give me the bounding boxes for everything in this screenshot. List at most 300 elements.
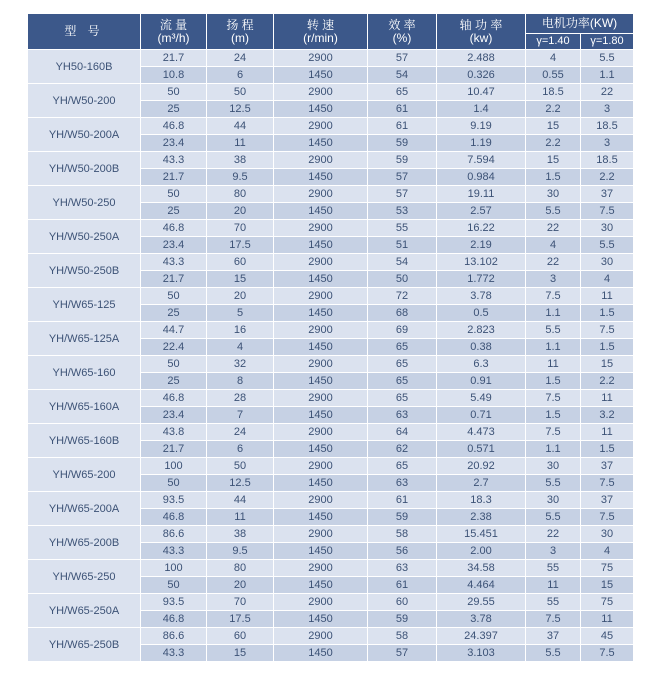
motor-g140-cell: 2.2 bbox=[526, 135, 581, 152]
flow-cell: 86.6 bbox=[141, 628, 207, 645]
efficiency-cell: 51 bbox=[368, 237, 437, 254]
head-cell: 20 bbox=[207, 203, 274, 220]
flow-cell: 50 bbox=[141, 475, 207, 492]
head-cell: 80 bbox=[207, 560, 274, 577]
shaft-power-cell: 0.71 bbox=[437, 407, 526, 424]
shaft-power-cell: 0.5 bbox=[437, 305, 526, 322]
motor-g140-cell: 18.5 bbox=[526, 84, 581, 101]
model-cell: YH/W65-160A bbox=[28, 390, 141, 424]
efficiency-cell: 59 bbox=[368, 611, 437, 628]
motor-g180-cell: 45 bbox=[581, 628, 634, 645]
shaft-power-cell: 2.57 bbox=[437, 203, 526, 220]
shaft-power-cell: 2.7 bbox=[437, 475, 526, 492]
table-row bbox=[28, 424, 634, 441]
motor-g140-cell: 1.5 bbox=[526, 169, 581, 186]
motor-g180-cell: 5.5 bbox=[581, 50, 634, 67]
efficiency-cell: 65 bbox=[368, 356, 437, 373]
head-cell: 24 bbox=[207, 424, 274, 441]
header-efficiency bbox=[368, 14, 437, 50]
head-cell: 50 bbox=[207, 84, 274, 101]
flow-cell: 100 bbox=[141, 560, 207, 577]
table-row bbox=[28, 526, 634, 543]
motor-g140-cell: 3 bbox=[526, 271, 581, 288]
efficiency-cell: 54 bbox=[368, 254, 437, 271]
speed-cell: 2900 bbox=[274, 390, 368, 407]
motor-g140-cell: 7.5 bbox=[526, 424, 581, 441]
speed-cell: 2900 bbox=[274, 458, 368, 475]
efficiency-cell: 57 bbox=[368, 169, 437, 186]
motor-g180-cell: 7.5 bbox=[581, 203, 634, 220]
flow-cell: 46.8 bbox=[141, 509, 207, 526]
model-cell: YH/W65-200B bbox=[28, 526, 141, 560]
motor-g140-cell: 11 bbox=[526, 577, 581, 594]
table-row bbox=[28, 220, 634, 237]
model-cell: YH/W50-200 bbox=[28, 84, 141, 118]
model-cell: YH/W50-250 bbox=[28, 186, 141, 220]
shaft-power-cell: 2.00 bbox=[437, 543, 526, 560]
motor-g180-cell: 2.2 bbox=[581, 169, 634, 186]
flow-cell: 46.8 bbox=[141, 390, 207, 407]
motor-g140-cell: 0.55 bbox=[526, 67, 581, 84]
efficiency-cell: 58 bbox=[368, 526, 437, 543]
table-row bbox=[28, 152, 634, 169]
header-efficiency-unit: (%) bbox=[392, 30, 412, 45]
speed-cell: 1450 bbox=[274, 101, 368, 118]
table-row bbox=[28, 50, 634, 67]
head-cell: 15 bbox=[207, 271, 274, 288]
motor-g180-cell: 5.5 bbox=[581, 237, 634, 254]
motor-g180-cell: 11 bbox=[581, 611, 634, 628]
motor-g140-cell: 1.5 bbox=[526, 407, 581, 424]
head-cell: 11 bbox=[207, 509, 274, 526]
efficiency-cell: 64 bbox=[368, 424, 437, 441]
speed-cell: 2900 bbox=[274, 254, 368, 271]
efficiency-cell: 59 bbox=[368, 135, 437, 152]
head-cell: 16 bbox=[207, 322, 274, 339]
speed-cell: 1450 bbox=[274, 509, 368, 526]
header-shaft-power-unit: (kw) bbox=[469, 30, 493, 45]
motor-g180-cell: 15 bbox=[581, 577, 634, 594]
speed-cell: 2900 bbox=[274, 220, 368, 237]
model-cell: YH50-160B bbox=[28, 50, 141, 84]
shaft-power-cell: 1.772 bbox=[437, 271, 526, 288]
efficiency-cell: 53 bbox=[368, 203, 437, 220]
flow-cell: 43.3 bbox=[141, 152, 207, 169]
head-cell: 6 bbox=[207, 67, 274, 84]
header-flow bbox=[141, 14, 207, 50]
table-row bbox=[28, 254, 634, 271]
efficiency-cell: 55 bbox=[368, 220, 437, 237]
speed-cell: 2900 bbox=[274, 594, 368, 611]
shaft-power-cell: 0.984 bbox=[437, 169, 526, 186]
header-efficiency-label: 效 率 bbox=[388, 17, 416, 32]
head-cell: 32 bbox=[207, 356, 274, 373]
speed-cell: 1450 bbox=[274, 203, 368, 220]
speed-cell: 2900 bbox=[274, 424, 368, 441]
model-cell: YH/W65-250A bbox=[28, 594, 141, 628]
speed-cell: 2900 bbox=[274, 492, 368, 509]
head-cell: 9.5 bbox=[207, 543, 274, 560]
shaft-power-cell: 0.326 bbox=[437, 67, 526, 84]
flow-cell: 100 bbox=[141, 458, 207, 475]
flow-cell: 50 bbox=[141, 84, 207, 101]
efficiency-cell: 61 bbox=[368, 101, 437, 118]
speed-cell: 1450 bbox=[274, 475, 368, 492]
speed-cell: 1450 bbox=[274, 169, 368, 186]
motor-g140-cell: 3 bbox=[526, 543, 581, 560]
flow-cell: 43.8 bbox=[141, 424, 207, 441]
header-gamma-1-80: γ=1.80 bbox=[581, 34, 634, 50]
motor-g140-cell: 5.5 bbox=[526, 475, 581, 492]
head-cell: 80 bbox=[207, 186, 274, 203]
speed-cell: 1450 bbox=[274, 577, 368, 594]
table-row bbox=[28, 118, 634, 135]
head-cell: 38 bbox=[207, 152, 274, 169]
model-cell: YH/W50-250B bbox=[28, 254, 141, 288]
motor-g140-cell: 15 bbox=[526, 152, 581, 169]
model-cell: YH/W65-160B bbox=[28, 424, 141, 458]
header-shaft-power bbox=[437, 14, 526, 50]
flow-cell: 50 bbox=[141, 356, 207, 373]
head-cell: 50 bbox=[207, 458, 274, 475]
head-cell: 7 bbox=[207, 407, 274, 424]
table-row bbox=[28, 560, 634, 577]
header-gamma-1-40: γ=1.40 bbox=[526, 34, 581, 50]
efficiency-cell: 72 bbox=[368, 288, 437, 305]
motor-g180-cell: 7.5 bbox=[581, 322, 634, 339]
speed-cell: 2900 bbox=[274, 152, 368, 169]
efficiency-cell: 56 bbox=[368, 543, 437, 560]
motor-g180-cell: 30 bbox=[581, 526, 634, 543]
header-speed-unit: (r/min) bbox=[303, 30, 338, 45]
motor-g140-cell: 5.5 bbox=[526, 509, 581, 526]
motor-g180-cell: 7.5 bbox=[581, 645, 634, 662]
flow-cell: 43.3 bbox=[141, 254, 207, 271]
motor-g140-cell: 7.5 bbox=[526, 288, 581, 305]
shaft-power-cell: 15.451 bbox=[437, 526, 526, 543]
head-cell: 24 bbox=[207, 50, 274, 67]
efficiency-cell: 60 bbox=[368, 594, 437, 611]
shaft-power-cell: 5.49 bbox=[437, 390, 526, 407]
flow-cell: 46.8 bbox=[141, 118, 207, 135]
header-head-label: 扬 程 bbox=[226, 17, 254, 32]
motor-g140-cell: 22 bbox=[526, 526, 581, 543]
shaft-power-cell: 16.22 bbox=[437, 220, 526, 237]
motor-g140-cell: 2.2 bbox=[526, 101, 581, 118]
header-motor-power: 电机功率(KW) bbox=[526, 14, 634, 34]
shaft-power-cell: 6.3 bbox=[437, 356, 526, 373]
motor-g180-cell: 11 bbox=[581, 390, 634, 407]
motor-g140-cell: 7.5 bbox=[526, 611, 581, 628]
shaft-power-cell: 2.19 bbox=[437, 237, 526, 254]
shaft-power-cell: 4.464 bbox=[437, 577, 526, 594]
table-row bbox=[28, 458, 634, 475]
motor-g180-cell: 3.2 bbox=[581, 407, 634, 424]
efficiency-cell: 61 bbox=[368, 577, 437, 594]
head-cell: 5 bbox=[207, 305, 274, 322]
head-cell: 6 bbox=[207, 441, 274, 458]
speed-cell: 1450 bbox=[274, 611, 368, 628]
flow-cell: 25 bbox=[141, 101, 207, 118]
table-row bbox=[28, 390, 634, 407]
shaft-power-cell: 2.823 bbox=[437, 322, 526, 339]
flow-cell: 25 bbox=[141, 305, 207, 322]
header-speed-label: 转 速 bbox=[306, 17, 335, 32]
shaft-power-cell: 34.58 bbox=[437, 560, 526, 577]
shaft-power-cell: 20.92 bbox=[437, 458, 526, 475]
head-cell: 20 bbox=[207, 288, 274, 305]
flow-cell: 44.7 bbox=[141, 322, 207, 339]
header-head-unit: (m) bbox=[231, 30, 249, 45]
motor-g140-cell: 1.5 bbox=[526, 373, 581, 390]
speed-cell: 2900 bbox=[274, 356, 368, 373]
header-model bbox=[28, 14, 141, 50]
efficiency-cell: 57 bbox=[368, 50, 437, 67]
head-cell: 12.5 bbox=[207, 475, 274, 492]
speed-cell: 1450 bbox=[274, 271, 368, 288]
head-cell: 9.5 bbox=[207, 169, 274, 186]
flow-cell: 43.3 bbox=[141, 543, 207, 560]
motor-g180-cell: 4 bbox=[581, 543, 634, 560]
efficiency-cell: 57 bbox=[368, 186, 437, 203]
speed-cell: 1450 bbox=[274, 67, 368, 84]
efficiency-cell: 63 bbox=[368, 407, 437, 424]
flow-cell: 10.8 bbox=[141, 67, 207, 84]
flow-cell: 25 bbox=[141, 203, 207, 220]
motor-g180-cell: 75 bbox=[581, 560, 634, 577]
head-cell: 44 bbox=[207, 118, 274, 135]
flow-cell: 21.7 bbox=[141, 169, 207, 186]
shaft-power-cell: 4.473 bbox=[437, 424, 526, 441]
header-flow-unit: (m³/h) bbox=[157, 30, 190, 45]
speed-cell: 2900 bbox=[274, 526, 368, 543]
motor-g140-cell: 30 bbox=[526, 492, 581, 509]
flow-cell: 25 bbox=[141, 373, 207, 390]
header-speed bbox=[274, 14, 368, 50]
model-cell: YH/W65-125A bbox=[28, 322, 141, 356]
motor-g140-cell: 15 bbox=[526, 118, 581, 135]
head-cell: 44 bbox=[207, 492, 274, 509]
efficiency-cell: 65 bbox=[368, 390, 437, 407]
motor-g180-cell: 11 bbox=[581, 424, 634, 441]
shaft-power-cell: 0.91 bbox=[437, 373, 526, 390]
shaft-power-cell: 2.488 bbox=[437, 50, 526, 67]
shaft-power-cell: 2.38 bbox=[437, 509, 526, 526]
speed-cell: 2900 bbox=[274, 322, 368, 339]
efficiency-cell: 54 bbox=[368, 67, 437, 84]
flow-cell: 23.4 bbox=[141, 135, 207, 152]
model-cell: YH/W65-250 bbox=[28, 560, 141, 594]
speed-cell: 2900 bbox=[274, 560, 368, 577]
speed-cell: 2900 bbox=[274, 118, 368, 135]
motor-g140-cell: 1.1 bbox=[526, 305, 581, 322]
speed-cell: 1450 bbox=[274, 305, 368, 322]
speed-cell: 1450 bbox=[274, 237, 368, 254]
table-row bbox=[28, 84, 634, 101]
model-cell: YH/W65-125 bbox=[28, 288, 141, 322]
shaft-power-cell: 19.11 bbox=[437, 186, 526, 203]
motor-g140-cell: 5.5 bbox=[526, 322, 581, 339]
motor-g140-cell: 30 bbox=[526, 458, 581, 475]
head-cell: 8 bbox=[207, 373, 274, 390]
shaft-power-cell: 3.103 bbox=[437, 645, 526, 662]
efficiency-cell: 63 bbox=[368, 475, 437, 492]
speed-cell: 2900 bbox=[274, 84, 368, 101]
shaft-power-cell: 29.55 bbox=[437, 594, 526, 611]
motor-g180-cell: 2.2 bbox=[581, 373, 634, 390]
model-cell: YH/W65-200A bbox=[28, 492, 141, 526]
model-cell: YH/W65-160 bbox=[28, 356, 141, 390]
motor-g180-cell: 1.5 bbox=[581, 441, 634, 458]
speed-cell: 2900 bbox=[274, 288, 368, 305]
efficiency-cell: 68 bbox=[368, 305, 437, 322]
efficiency-cell: 62 bbox=[368, 441, 437, 458]
head-cell: 11 bbox=[207, 135, 274, 152]
motor-g180-cell: 4 bbox=[581, 271, 634, 288]
motor-g180-cell: 7.5 bbox=[581, 509, 634, 526]
model-cell: YH/W65-200 bbox=[28, 458, 141, 492]
efficiency-cell: 61 bbox=[368, 492, 437, 509]
efficiency-cell: 61 bbox=[368, 118, 437, 135]
shaft-power-cell: 18.3 bbox=[437, 492, 526, 509]
motor-g140-cell: 5.5 bbox=[526, 645, 581, 662]
header-shaft-power-label: 轴 功 率 bbox=[459, 17, 503, 32]
speed-cell: 1450 bbox=[274, 135, 368, 152]
model-cell: YH/W50-200A bbox=[28, 118, 141, 152]
header-head bbox=[207, 14, 274, 50]
efficiency-cell: 59 bbox=[368, 509, 437, 526]
speed-cell: 1450 bbox=[274, 373, 368, 390]
head-cell: 70 bbox=[207, 220, 274, 237]
head-cell: 17.5 bbox=[207, 237, 274, 254]
table-row bbox=[28, 322, 634, 339]
motor-g140-cell: 30 bbox=[526, 186, 581, 203]
motor-g180-cell: 15 bbox=[581, 356, 634, 373]
motor-g180-cell: 22 bbox=[581, 84, 634, 101]
head-cell: 38 bbox=[207, 526, 274, 543]
motor-g140-cell: 1.1 bbox=[526, 441, 581, 458]
flow-cell: 86.6 bbox=[141, 526, 207, 543]
motor-g140-cell: 7.5 bbox=[526, 390, 581, 407]
shaft-power-cell: 1.19 bbox=[437, 135, 526, 152]
speed-cell: 1450 bbox=[274, 339, 368, 356]
model-cell: YH/W65-250B bbox=[28, 628, 141, 662]
shaft-power-cell: 10.47 bbox=[437, 84, 526, 101]
flow-cell: 50 bbox=[141, 186, 207, 203]
table-row bbox=[28, 288, 634, 305]
shaft-power-cell: 0.571 bbox=[437, 441, 526, 458]
flow-cell: 23.4 bbox=[141, 407, 207, 424]
table-row bbox=[28, 594, 634, 611]
flow-cell: 21.7 bbox=[141, 441, 207, 458]
motor-g140-cell: 22 bbox=[526, 220, 581, 237]
model-cell: YH/W50-250A bbox=[28, 220, 141, 254]
speed-cell: 1450 bbox=[274, 441, 368, 458]
motor-g180-cell: 3 bbox=[581, 135, 634, 152]
header-model-label: 型 号 bbox=[64, 24, 104, 38]
head-cell: 12.5 bbox=[207, 101, 274, 118]
model-cell: YH/W50-200B bbox=[28, 152, 141, 186]
motor-g180-cell: 37 bbox=[581, 186, 634, 203]
flow-cell: 21.7 bbox=[141, 271, 207, 288]
motor-g140-cell: 22 bbox=[526, 254, 581, 271]
efficiency-cell: 65 bbox=[368, 373, 437, 390]
table-row bbox=[28, 356, 634, 373]
shaft-power-cell: 13.102 bbox=[437, 254, 526, 271]
shaft-power-cell: 24.397 bbox=[437, 628, 526, 645]
shaft-power-cell: 7.594 bbox=[437, 152, 526, 169]
motor-g180-cell: 3 bbox=[581, 101, 634, 118]
motor-g180-cell: 1.1 bbox=[581, 67, 634, 84]
head-cell: 60 bbox=[207, 628, 274, 645]
table-body bbox=[28, 50, 634, 662]
motor-g140-cell: 1.1 bbox=[526, 339, 581, 356]
flow-cell: 46.8 bbox=[141, 220, 207, 237]
motor-g180-cell: 37 bbox=[581, 458, 634, 475]
flow-cell: 50 bbox=[141, 288, 207, 305]
shaft-power-cell: 1.4 bbox=[437, 101, 526, 118]
head-cell: 4 bbox=[207, 339, 274, 356]
speed-cell: 1450 bbox=[274, 543, 368, 560]
table-row bbox=[28, 186, 634, 203]
motor-g180-cell: 1.5 bbox=[581, 339, 634, 356]
motor-g180-cell: 7.5 bbox=[581, 475, 634, 492]
shaft-power-cell: 3.78 bbox=[437, 288, 526, 305]
flow-cell: 46.8 bbox=[141, 611, 207, 628]
head-cell: 70 bbox=[207, 594, 274, 611]
flow-cell: 43.3 bbox=[141, 645, 207, 662]
motor-g140-cell: 37 bbox=[526, 628, 581, 645]
table-header bbox=[28, 14, 634, 50]
motor-g180-cell: 1.5 bbox=[581, 305, 634, 322]
speed-cell: 1450 bbox=[274, 407, 368, 424]
speed-cell: 2900 bbox=[274, 628, 368, 645]
flow-cell: 93.5 bbox=[141, 492, 207, 509]
flow-cell: 22.4 bbox=[141, 339, 207, 356]
efficiency-cell: 69 bbox=[368, 322, 437, 339]
efficiency-cell: 58 bbox=[368, 628, 437, 645]
motor-g180-cell: 37 bbox=[581, 492, 634, 509]
efficiency-cell: 65 bbox=[368, 84, 437, 101]
table-row bbox=[28, 628, 634, 645]
motor-g180-cell: 11 bbox=[581, 288, 634, 305]
speed-cell: 2900 bbox=[274, 50, 368, 67]
efficiency-cell: 65 bbox=[368, 458, 437, 475]
motor-g140-cell: 11 bbox=[526, 356, 581, 373]
speed-cell: 1450 bbox=[274, 645, 368, 662]
flow-cell: 93.5 bbox=[141, 594, 207, 611]
table-row bbox=[28, 492, 634, 509]
motor-g140-cell: 4 bbox=[526, 237, 581, 254]
head-cell: 15 bbox=[207, 645, 274, 662]
shaft-power-cell: 0.38 bbox=[437, 339, 526, 356]
efficiency-cell: 65 bbox=[368, 339, 437, 356]
motor-g140-cell: 55 bbox=[526, 594, 581, 611]
header-flow-label: 流 量 bbox=[159, 17, 188, 32]
motor-g180-cell: 18.5 bbox=[581, 118, 634, 135]
shaft-power-cell: 3.78 bbox=[437, 611, 526, 628]
head-cell: 60 bbox=[207, 254, 274, 271]
efficiency-cell: 50 bbox=[368, 271, 437, 288]
motor-g180-cell: 30 bbox=[581, 220, 634, 237]
shaft-power-cell: 9.19 bbox=[437, 118, 526, 135]
flow-cell: 21.7 bbox=[141, 50, 207, 67]
motor-g180-cell: 18.5 bbox=[581, 152, 634, 169]
speed-cell: 2900 bbox=[274, 186, 368, 203]
efficiency-cell: 59 bbox=[368, 152, 437, 169]
efficiency-cell: 63 bbox=[368, 560, 437, 577]
motor-g140-cell: 55 bbox=[526, 560, 581, 577]
